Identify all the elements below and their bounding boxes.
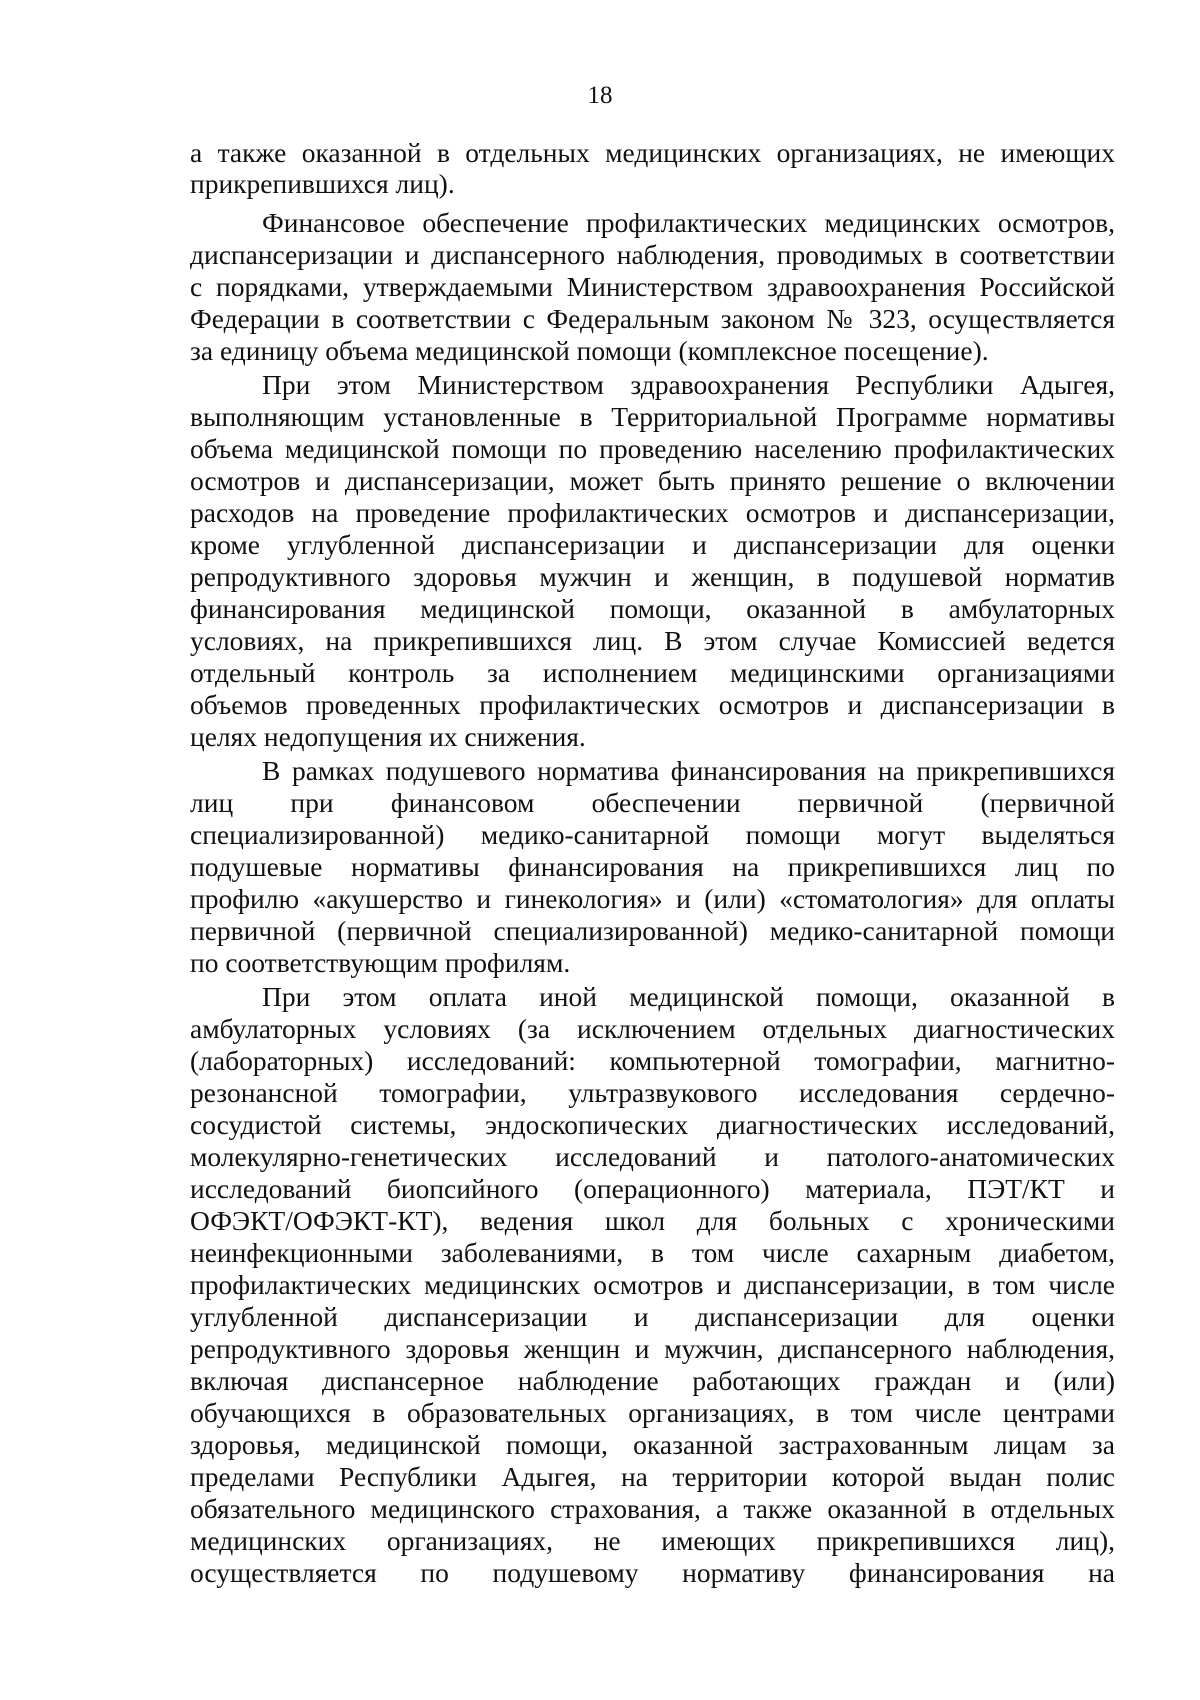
text-line: здоровья, медицинской помощи, оказанной застрахованным лицам за [190,1429,1115,1460]
text-line: объемов проведенных профилактических осмотров и диспансеризации в [190,689,1115,720]
text-line: Финансовое обеспечение профилактических медицинских осмотров, [262,207,1115,238]
text-line: обучающихся в образовательных организациях, в том числе центрами [190,1397,1115,1428]
text-line: При этом оплата иной медицинской помощи, оказанной в [262,981,1115,1012]
text-line: амбулаторных условиях (за исключением отдельных диагностических [190,1013,1115,1044]
text-line: молекулярно-генетических исследований и патолого-анатомических [190,1141,1115,1172]
text-line: специализированной) медико-санитарной помощи могут выделяться [190,819,1115,850]
text-line: неинфекционными заболеваниями, в том числе сахарным диабетом, [190,1237,1115,1268]
text-line: репродуктивного здоровья женщин и мужчин, диспансерного наблюдения, [190,1333,1115,1364]
text-line: лиц при финансовом обеспечении первичной (первичной [190,787,1115,818]
text-line: обязательного медицинского страхования, а также оказанной в отдельных [190,1493,1115,1524]
text-line: медицинских организациях, не имеющих прикрепившихся лиц), [190,1525,1115,1556]
text-line: выполняющим установленные в Территориальной Программе нормативы [190,401,1115,432]
text-line: условиях, на прикрепившихся лиц. В этом случае Комиссией ведется [190,625,1115,656]
text-line: осуществляется по подушевому нормативу финансирования на [190,1557,1115,1588]
text-line: репродуктивного здоровья мужчин и женщин, в подушевой норматив [190,561,1115,592]
text-line: объема медицинской помощи по проведению населению профилактических [190,433,1115,464]
text-line: расходов на проведение профилактических осмотров и диспансеризации, [190,497,1115,528]
text-line: резонансной томографии, ультразвукового исследования сердечно- [190,1077,1115,1108]
text-line: целях недопущения их снижения. [190,721,586,752]
text-line: профилактических медицинских осмотров и диспансеризации, в том числе [190,1269,1115,1300]
text-line: сосудистой системы, эндоскопических диагностических исследований, [190,1109,1115,1140]
text-line: за единицу объема медицинской помощи (комплексное посещение). [190,335,989,366]
text-line: профилю «акушерство и гинекология» и (или) «стоматология» для оплаты [190,883,1115,914]
text-line: Федерации в соответствии с Федеральным законом № 323, осуществляется [190,303,1115,334]
text-line: подушевые нормативы финансирования на прикрепившихся лиц по [190,851,1115,882]
text-line: осмотров и диспансеризации, может быть принято решение о включении [190,465,1115,496]
text-line: с порядками, утверждаемыми Министерством здравоохранения Российской [190,271,1115,302]
page-number: 18 [587,82,613,109]
text-line: диспансеризации и диспансерного наблюдения, проводимых в соответствии [190,239,1115,270]
text-line: углубленной диспансеризации и диспансеризации для оценки [190,1301,1115,1332]
text-line: финансирования медицинской помощи, оказанной в амбулаторных [190,593,1115,624]
text-line: кроме углубленной диспансеризации и диспансеризации для оценки [190,529,1115,560]
text-line: отдельный контроль за исполнением медицинскими организациями [190,657,1115,688]
text-line: (лабораторных) исследований: компьютерной томографии, магнитно- [190,1045,1115,1076]
text-line: При этом Министерством здравоохранения Республики Адыгея, [262,369,1115,400]
text-line: пределами Республики Адыгея, на территории которой выдан полис [190,1461,1115,1492]
text-line: по соответствующим профилям. [190,947,571,978]
text-line: прикрепившихся лиц). [190,168,455,199]
text-line: ОФЭКТ/ОФЭКТ-КТ), ведения школ для больных с хроническими [190,1205,1115,1236]
text-line: а также оказанной в отдельных медицинских организациях, не имеющих [190,137,1115,168]
text-line: исследований биопсийного (операционного) материала, ПЭТ/КТ и [190,1173,1115,1204]
text-line: В рамках подушевого норматива финансирования на прикрепившихся [262,755,1115,786]
text-line: включая диспансерное наблюдение работающих граждан и (или) [190,1365,1115,1396]
text-line: первичной (первичной специализированной) медико-санитарной помощи [190,915,1115,946]
